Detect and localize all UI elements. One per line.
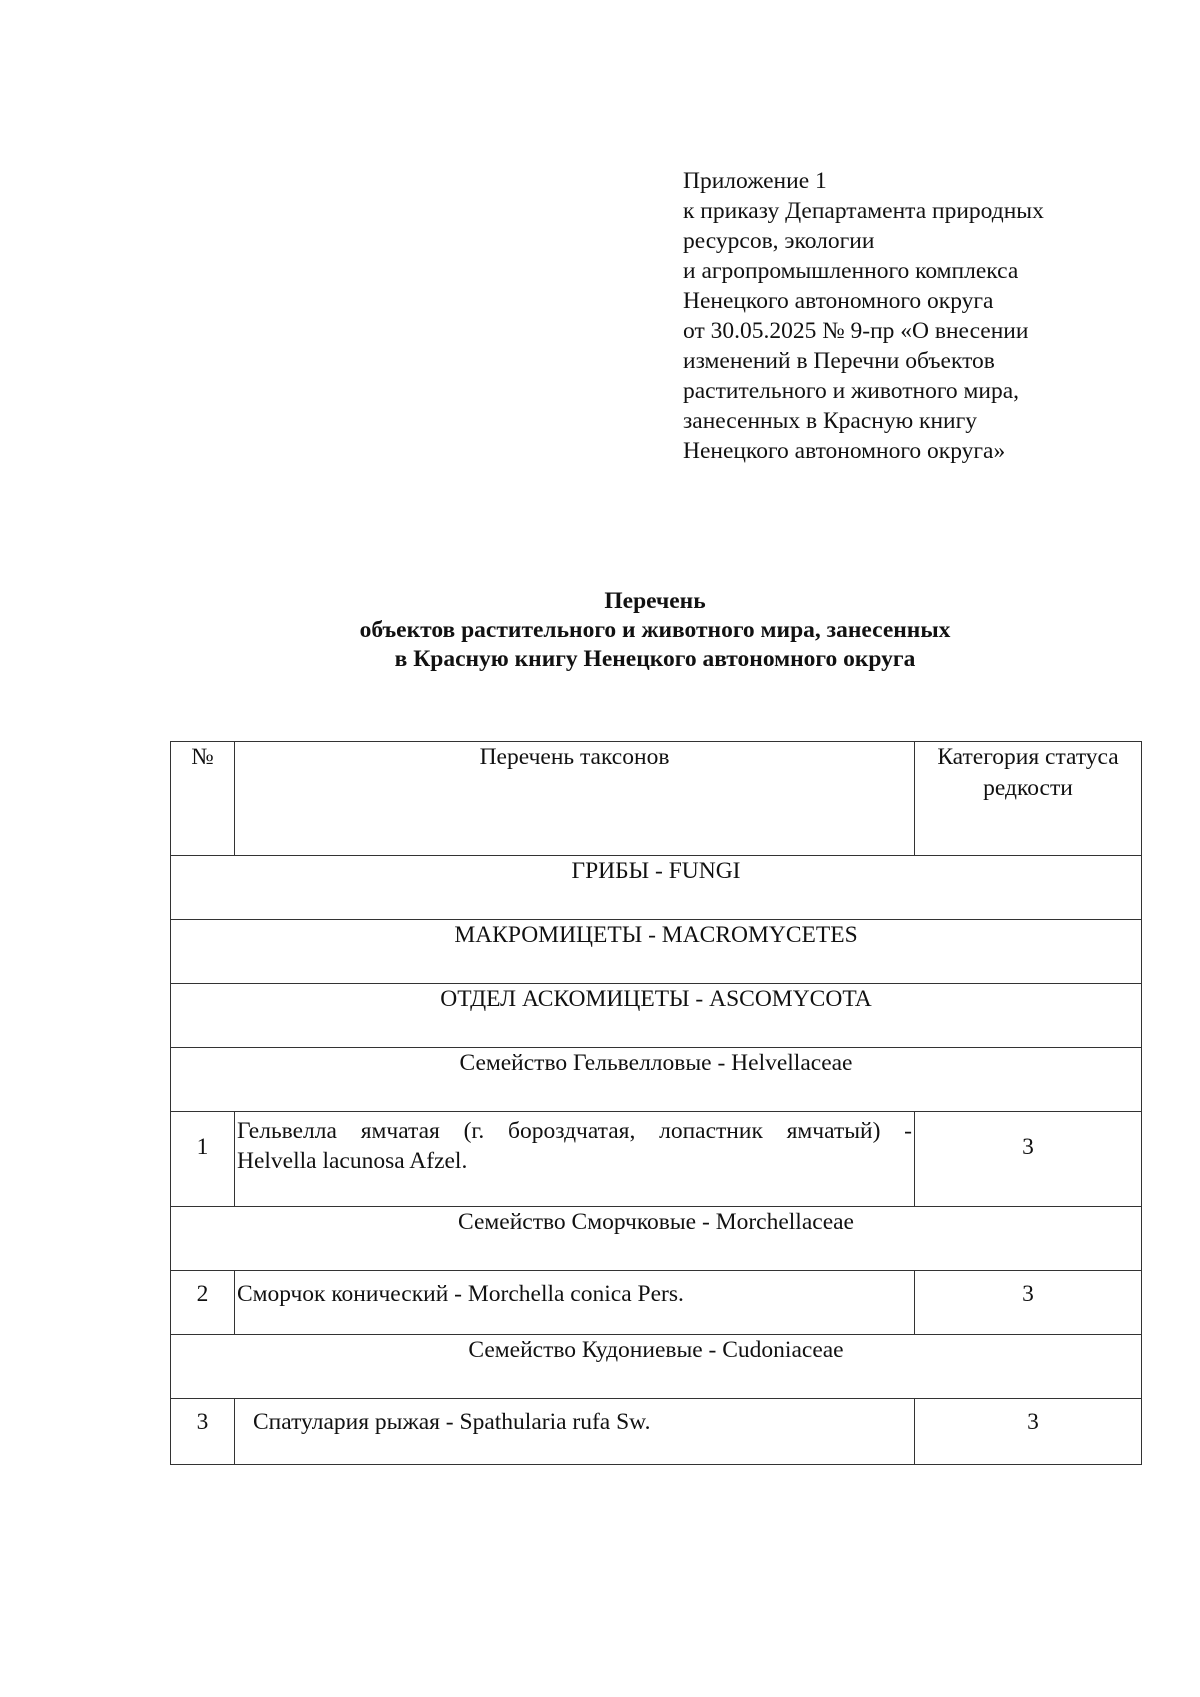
appendix-line: и агропромышленного комплекса (683, 258, 1019, 284)
species-name-line: Гельвелла ямчатая (г. бороздчатая, лопастник ямчатый) - (237, 1118, 912, 1144)
title-line: в Красную книгу Ненецкого автономного округа (394, 646, 916, 672)
appendix-line: к приказу Департамента природных (683, 198, 1044, 224)
species-category: 3 (915, 1112, 1142, 1207)
species-name (235, 1112, 915, 1207)
appendix-line: от 30.05.2025 № 9-пр «О внесении (683, 318, 1029, 344)
table-row (171, 1112, 1142, 1207)
species-number: 3 (171, 1399, 235, 1465)
species-name: Сморчок конический - Morchella conica Pers. (235, 1271, 915, 1335)
taxa-table (170, 741, 1142, 1465)
appendix-line: Ненецкого автономного округа» (683, 438, 1006, 464)
title-line: объектов растительного и животного мира, занесенных (359, 617, 951, 643)
family-row (171, 1335, 1142, 1399)
group-label: МАКРОМИЦЕТЫ - MACROMYCETES (171, 920, 1142, 984)
table-header-row (171, 742, 1142, 856)
family-row (171, 1048, 1142, 1112)
division-label: ОТДЕЛ АСКОМИЦЕТЫ - ASCOMYCOTA (171, 984, 1142, 1048)
appendix-header (683, 166, 1153, 466)
header-category: Категория статуса редкости (915, 742, 1142, 856)
appendix-line: растительного и животного мира, (683, 378, 1020, 404)
species-number: 2 (171, 1271, 235, 1335)
appendix-line: Ненецкого автономного округа (683, 288, 994, 314)
family-label: Семейство Гельвелловые - Helvellaceae (171, 1048, 1142, 1112)
table-row (171, 1399, 1142, 1465)
family-label: Семейство Кудониевые - Cudoniaceae (171, 1335, 1142, 1399)
group-row (171, 920, 1142, 984)
kingdom-label: ГРИБЫ - FUNGI (171, 856, 1142, 920)
appendix-line: Приложение 1 (683, 168, 827, 194)
species-category: 3 (915, 1271, 1142, 1335)
appendix-line: занесенных в Красную книгу (683, 408, 977, 434)
kingdom-row (171, 856, 1142, 920)
title-line: Перечень (604, 588, 706, 614)
header-number: № (171, 742, 235, 856)
species-category: 3 (915, 1399, 1142, 1465)
document-title (170, 587, 1140, 674)
table-row (171, 1271, 1142, 1335)
family-row (171, 1207, 1142, 1271)
appendix-line: изменений в Перечни объектов (683, 348, 995, 374)
appendix-line: ресурсов, экологии (683, 228, 875, 254)
family-label: Семейство Сморчковые - Morchellaceae (171, 1207, 1142, 1271)
division-row (171, 984, 1142, 1048)
species-name-line: Helvella lacunosa Afzel. (237, 1148, 468, 1174)
species-name: Спатулария рыжая - Spathularia rufa Sw. (235, 1399, 915, 1465)
species-number: 1 (171, 1112, 235, 1207)
header-taxa: Перечень таксонов (235, 742, 915, 856)
